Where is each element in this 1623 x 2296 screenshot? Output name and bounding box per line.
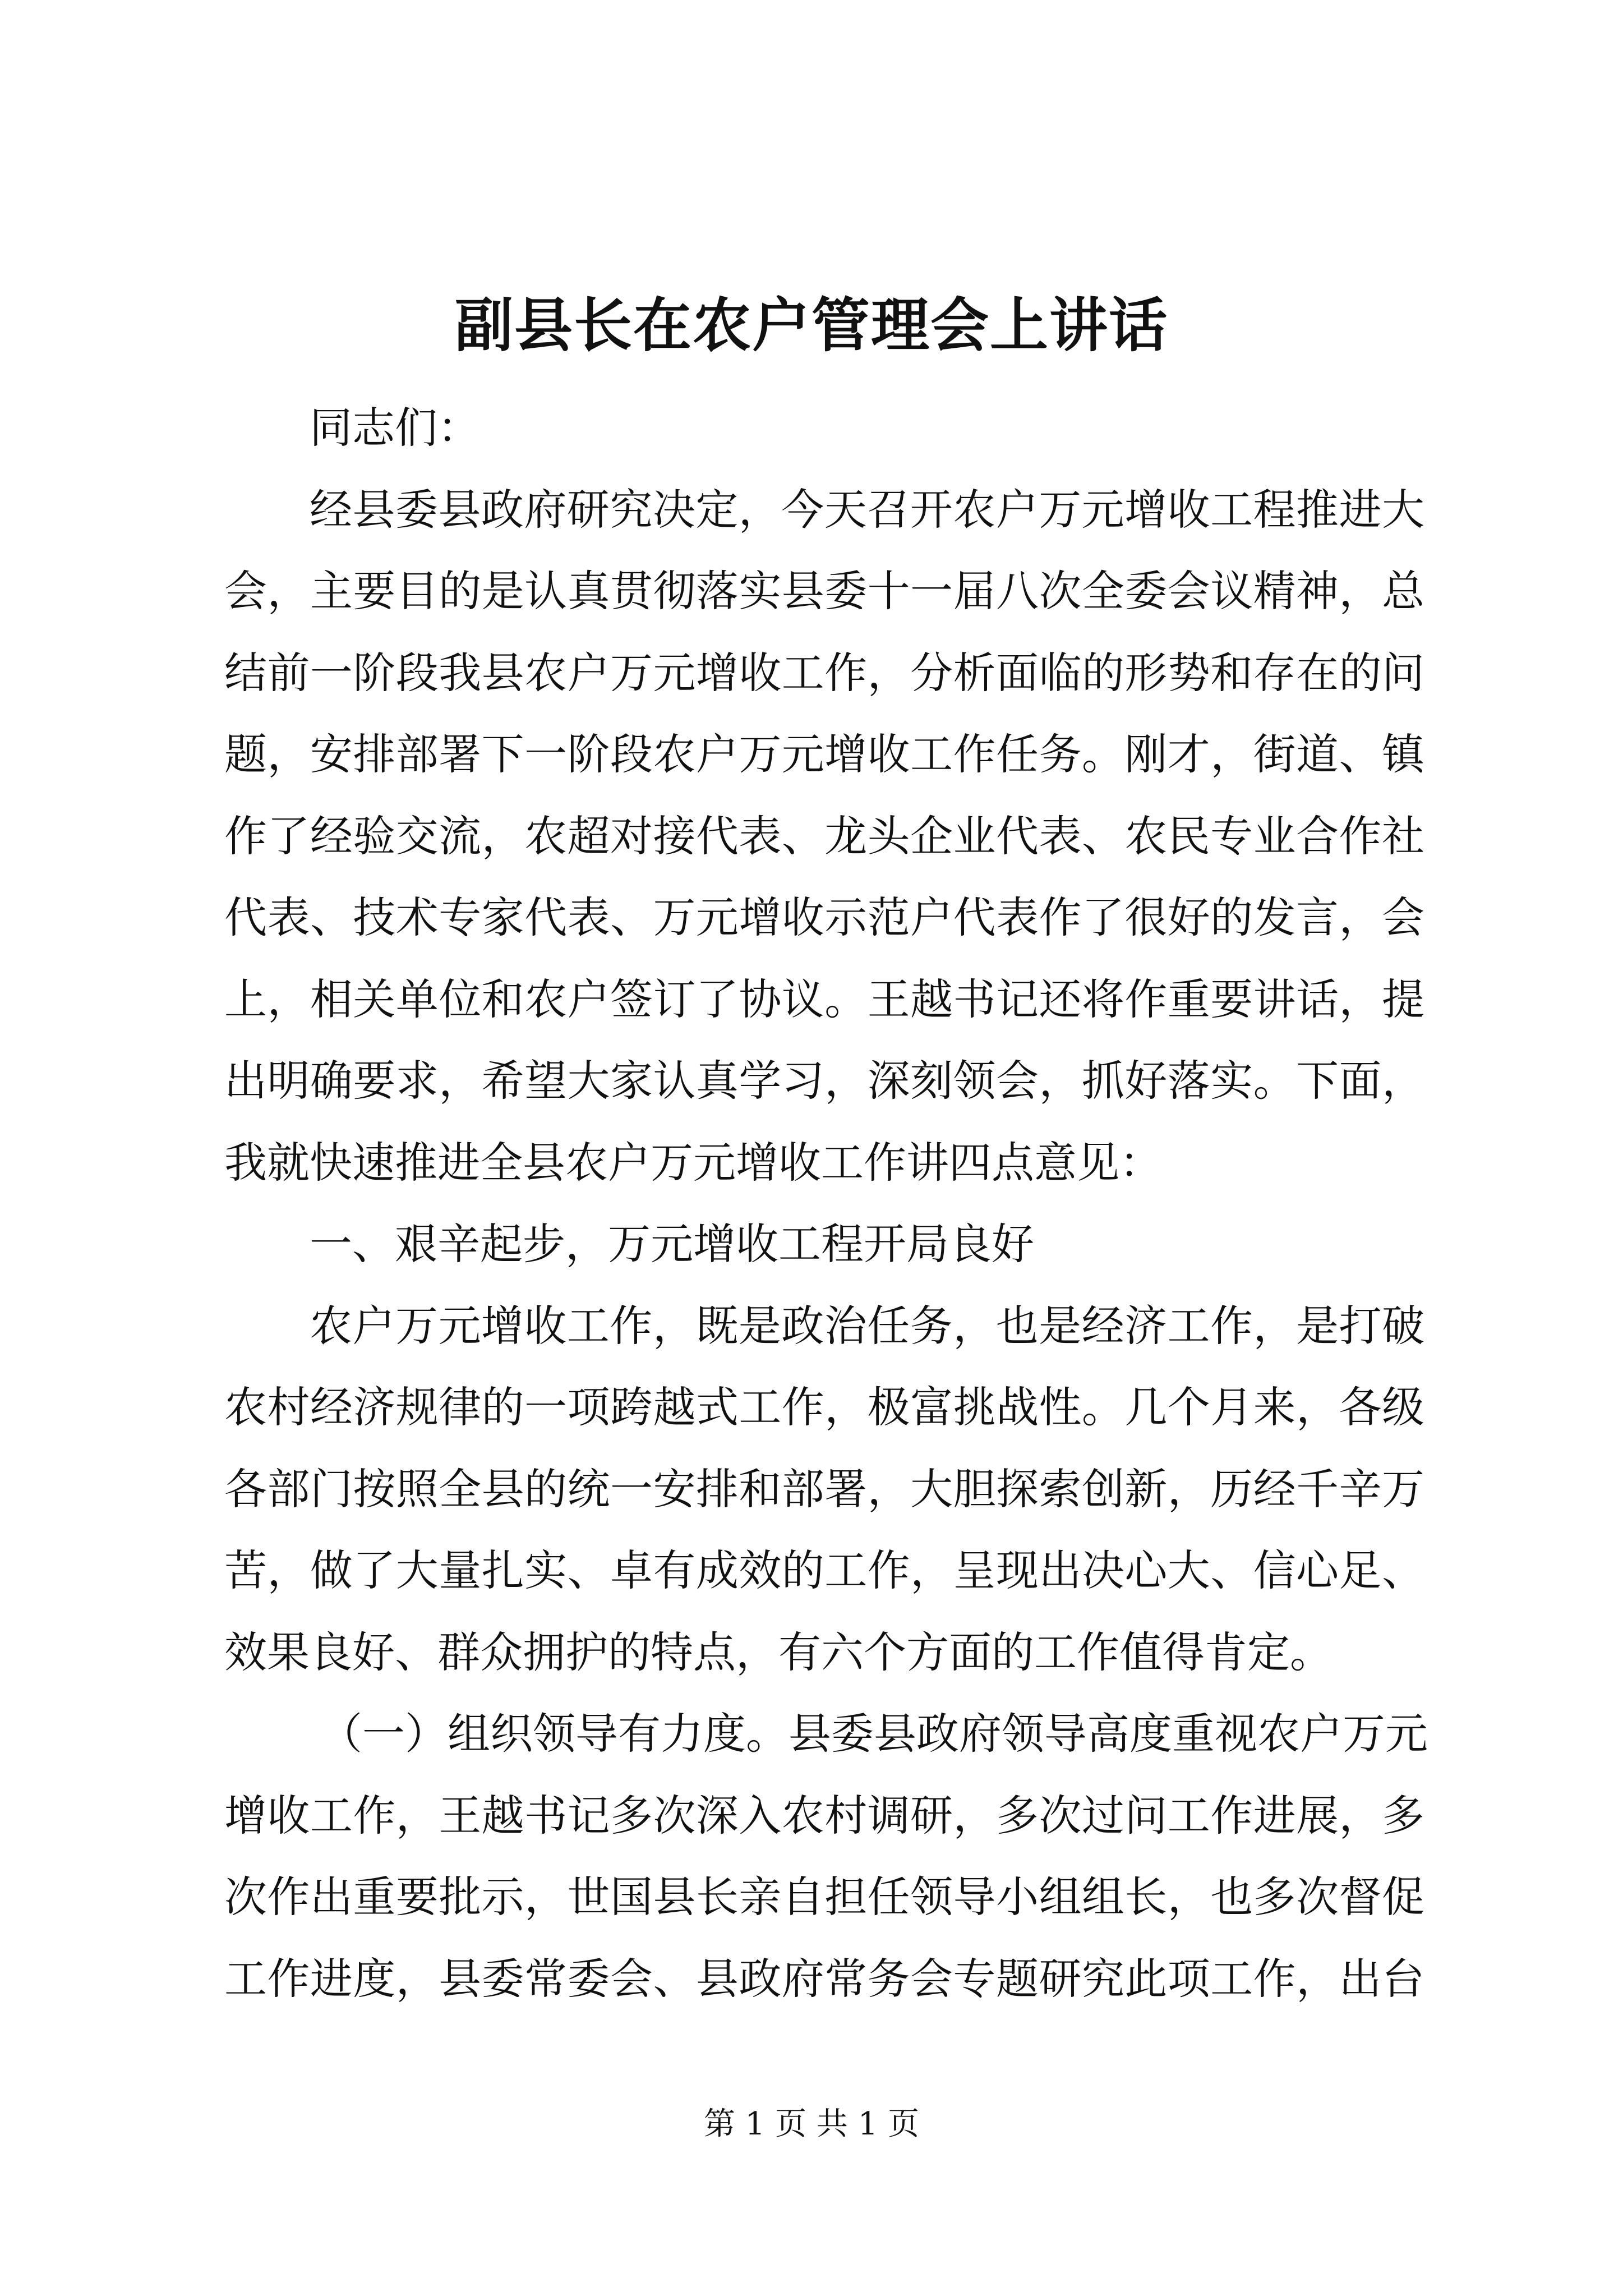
- subsection-line: （一）组织领导有力度。县委县政府领导高度重视农户万元: [320, 1709, 1428, 1759]
- paragraph-line: 我就快速推进全县农户万元增收工作讲四点意见：: [224, 1137, 1162, 1188]
- page-footer: 第 1 页 共 1 页: [703, 2106, 920, 2142]
- paragraph-line: 题，安排部署下一阶段农户万元增收工作任务。刚才，街道、镇: [224, 729, 1424, 779]
- paragraph-line: 出明确要求，希望大家认真学习，深刻领会，抓好落实。下面，: [224, 1056, 1424, 1106]
- document-body: [224, 387, 1428, 2019]
- document-title: 副县长在农户管理会上讲话: [454, 291, 1168, 360]
- paragraph-line: 次作出重要批示，世国县长亲自担任领导小组组长，也多次督促: [224, 1872, 1424, 1922]
- paragraph-line: 工作进度，县委常委会、县政府常务会专题研究此项工作，出台: [224, 1953, 1424, 2004]
- paragraph-line: 经县委县政府研究决定，今天召开农户万元增收工程推进大: [310, 484, 1424, 535]
- paragraph-line: 结前一阶段我县农户万元增收工作，分析面临的形势和存在的问: [224, 647, 1424, 698]
- paragraph-line: 效果良好、群众拥护的特点，有六个方面的工作值得肯定。: [224, 1627, 1332, 1677]
- paragraph-line: 农村经济规律的一项跨越式工作，极富挑战性。几个月来，各级: [224, 1382, 1424, 1432]
- paragraph-line: 作了经验交流，农超对接代表、龙头企业代表、农民专业合作社: [224, 811, 1424, 861]
- section-heading: 一、艰辛起步，万元增收工程开局良好: [310, 1219, 1034, 1269]
- paragraph-line: 农户万元增收工作，既是政治任务，也是经济工作，是打破: [310, 1300, 1424, 1351]
- paragraph-line: 各部门按照全县的统一安排和部署，大胆探索创新，历经千辛万: [224, 1464, 1424, 1514]
- paragraph-line: 上，相关单位和农户签订了协议。王越书记还将作重要讲话，提: [224, 974, 1424, 1024]
- paragraph-line: 代表、技术专家代表、万元增收示范户代表作了很好的发言，会: [224, 892, 1424, 942]
- salutation-line: 同志们：: [310, 403, 480, 453]
- paragraph-line: 增收工作，王越书记多次深入农村调研，多次过问工作进展，多: [224, 1790, 1424, 1841]
- paragraph-line: 会，主要目的是认真贯彻落实县委十一届八次全委会议精神，总: [224, 566, 1424, 616]
- paragraph-line: 苦，做了大量扎实、卓有成效的工作，呈现出决心大、信心足、: [224, 1545, 1424, 1595]
